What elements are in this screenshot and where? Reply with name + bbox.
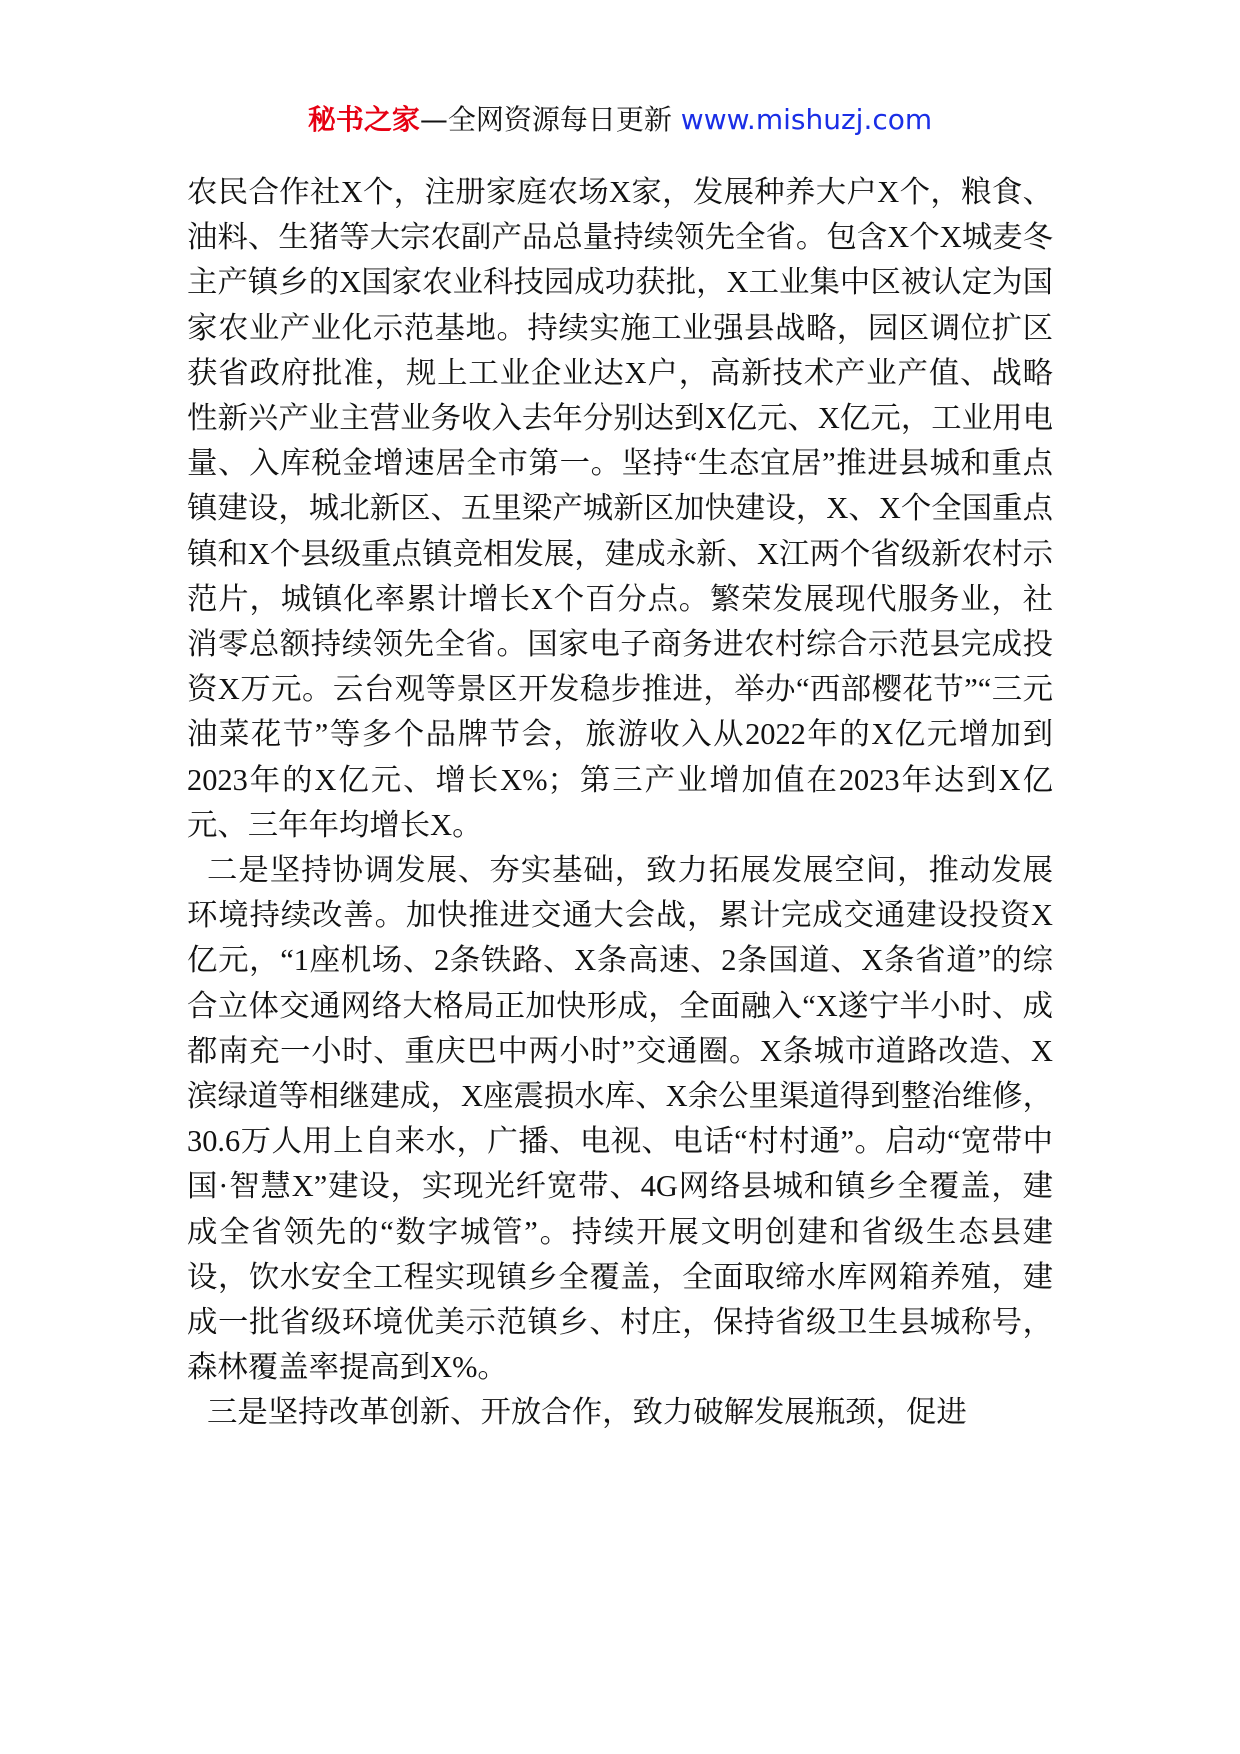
paragraph-second-point: 二是坚持协调发展、夯实基础，致力拓展发展空间，推动发展环境持续改善。加快推进交通大会战，累计完成交通建设投资X亿元，“1座机场、2条铁路、X条高速、2条国道、X条省道”的综合立体交通网络大格局正加快形成，全面融入“X遂宁半小时、成都南充一小时、重庆巴中两小时”交通圈。X条城市道路改造、X滨绿道等相继建成，X座震损水库、X余公里渠道得到整治维修，30.6万人用上自来水，广播、电视、电话“村村通”。启动“宽带中国·智慧X”建设，实现光纤宽带、4G网络县城和镇乡全覆盖，建成全省领先的“数字城管”。持续开展文明创建和省级生态县建设，饮水安全工程实现镇乡全覆盖，全面取缔水库网箱养殖，建成一批省级环境优美示范镇乡、村庄，保持省级卫生县城称号，森林覆盖率提高到X%。 [187, 853, 1053, 1385]
header-tagline: —全网资源每日更新 [419, 103, 672, 136]
document-body [187, 170, 1053, 1436]
website-link[interactable]: www.mishuzj.com [680, 103, 933, 136]
brand-name: 秘书之家 [307, 103, 420, 136]
page-header [0, 100, 1240, 140]
paragraph-third-point: 三是坚持改革创新、开放合作，致力破解发展瓶颈，促进 [207, 1395, 967, 1430]
paragraph-continued: 农民合作社X个，注册家庭农场X家，发展种养大户X个，粮食、油料、生猪等大宗农副产品总量持续领先全省。包含X个X城麦冬主产镇乡的X国家农业科技园成功获批，X工业集中区被认定为国家农业产业化示范基地。持续实施工业强县战略，园区调位扩区获省政府批准，规上工业企业达X户，高新技术产业产值、战略性新兴产业主营业务收入去年分别达到X亿元、X亿元，工业用电量、入库税金增速居全市第一。坚持“生态宜居”推进县城和重点镇建设，城北新区、五里梁产城新区加快建设，X、X个全国重点镇和X个县级重点镇竞相发展，建成永新、X江两个省级新农村示范片，城镇化率累计增长X个百分点。繁荣发展现代服务业，社消零总额持续领先全省。国家电子商务进农村综合示范县完成投资X万元。云台观等景区开发稳步推进，举办“西部樱花节”“三元油菜花节”等多个品牌节会，旅游收入从2022年的X亿元增加到2023年的X亿元、增长X%；第三产业增加值在2023年达到X亿元、三年年均增长X。 [187, 175, 1053, 842]
